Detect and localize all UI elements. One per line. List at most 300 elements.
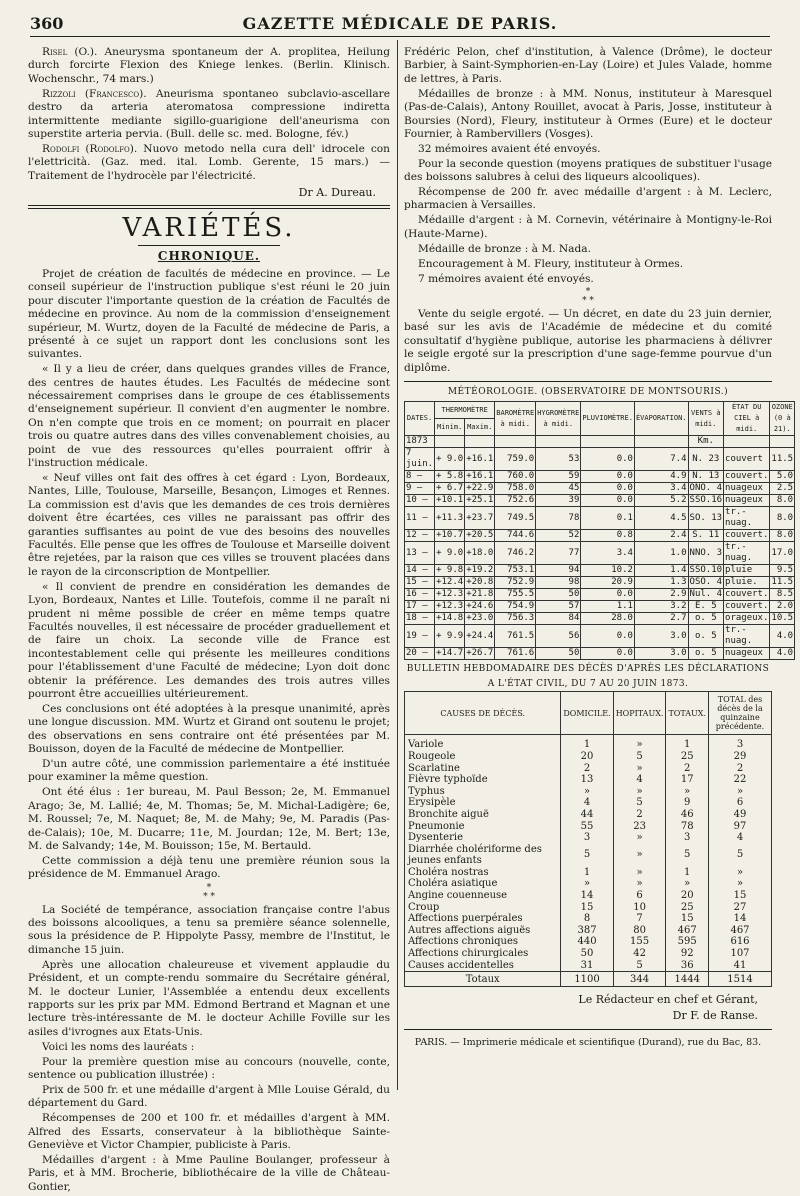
death-domicile: 1 [561,867,613,879]
death-hopitaux: » [613,832,666,844]
meteo-ozone: 2.5 [770,483,795,495]
meteo-year-row [405,436,795,448]
article-paragraph: 32 mémoires avaient été envoyés. [418,142,601,155]
deaths-title-line1: BULLETIN HEBDOMADAIRE DES DÉCÈS D'APRÈS LES DÉCLARATIONS [406,664,770,675]
meteo-row [405,625,795,648]
meteo-hygro: 50 [536,589,581,601]
death-prev: 107 [709,948,772,960]
article-paragraph: 7 mémoires avaient été envoyés. [418,272,594,285]
meteo-hygro: 59 [536,471,581,483]
meteo-evapo: 3.0 [634,648,688,660]
meteo-row [405,589,795,601]
meteo-etat: couvert [724,448,770,471]
death-cause: Angine couenneuse [405,890,561,902]
deaths-row [405,913,772,925]
article-paragraph: Ces conclusions ont été adoptées à la presque unanimité, après une longue discussion. MM. Wurtz et Girand ont soutenu le projet; des observations en sens contraire ont été présentées par M. Bouisson, doyen de la Faculté de médecine de Montpellier. [28,702,390,756]
meteo-km: Km. [688,436,724,448]
meteo-pluvio: 0.0 [581,589,635,601]
meteo-etat: orageux. [725,613,769,624]
deaths-table-body [405,735,772,986]
meteo-evapo: 3.0 [634,625,688,648]
meteo-baro: 755.5 [495,589,536,601]
death-domicile: 31 [561,960,613,972]
meteo-ozone: 8.0 [770,530,795,542]
meteo-pluvio: 0.0 [581,471,635,483]
meteo-ozone: 8.0 [770,495,795,507]
imprimerie-line: PARIS. — Imprimerie médicale et scientifique (Durand), rue du Bac, 83. [414,1036,762,1048]
death-domicile: 8 [561,913,613,925]
death-prev: 467 [709,925,772,937]
meteo-date: 13 — [405,542,435,565]
meteo-vent: o. 5 [688,648,724,660]
death-total: 467 [666,925,709,937]
meteo-vent: E. 5 [688,601,724,613]
meteo-evapo: 1.4 [634,565,688,577]
deaths-row [405,735,772,751]
biblio-entry [28,143,390,183]
meteo-date: 11 — [405,507,435,530]
biblio-text: Aneurysma spontaneum der A. proplitea, Heilung durch forcirte Flexion des Kniege lenkes. (Berlin. Klinisch. Wochenschr., 74 mars.) [28,46,390,85]
meteo-pluvio: 0.0 [581,448,635,471]
meteo-pluvio: 0.1 [581,507,635,530]
death-hopitaux: » [613,763,666,775]
deaths-row [405,878,772,890]
meteo-date: 14 — [405,565,435,577]
death-prev: 616 [709,936,772,948]
death-hopitaux: » [613,735,666,751]
meteo-date: 12 — [405,530,435,542]
death-total: 3 [666,832,709,844]
meteo-pluvio: 0.0 [581,495,635,507]
meteo-max: +16.1 [466,471,494,482]
meteo-date: 18 — [405,613,435,625]
death-prev: 22 [709,774,772,786]
meteo-header-baro: BAROMÈTRE à midi. [495,402,536,436]
title-rule [138,245,280,246]
meteo-evapo: 1.0 [634,542,688,565]
meteo-date: 10 — [405,495,435,507]
meteo-baro: 746.2 [495,542,536,565]
meteo-pluvio: 1.1 [581,601,635,613]
death-cause: Typhus [405,786,561,798]
death-hopitaux: » [613,878,666,890]
article-paragraph: « Il convient de prendre en considération les demandes de Lyon, Bordeaux, Nantes et Lille. Toutefois, comme il ne paraît ni prudent ni même possible de créer en même temps quatre Facultés nouvelles, il est nécessaire de procéder graduellement et de faire un choix. La seconde ville de France est incontestablement celle qui présente les meilleures conditions pour l'établissement d'une Faculté de médecine; Lyon doit donc obtenir la préférence. Les demandes des trois autres villes pourront être accueillies ultérieurement. [28,580,390,700]
meteo-min: +11.3 [435,507,465,530]
death-cause: Rougeole [405,751,561,763]
meteo-ozone: 5.0 [770,471,795,483]
article-paragraph: Prix de 500 fr. et une médaille d'argent à Mlle Louise Gérald, du département du Gard. [28,1083,390,1110]
article-paragraph: D'un autre côté, une commission parlementaire a été instituée pour examiner la même question. [28,758,390,784]
meteo-ozone: 17.0 [770,542,795,565]
meteo-ozone: 4.0 [770,648,795,660]
biblio-author: Risel (O.). [42,46,98,58]
meteo-min: +14.8 [436,613,464,624]
article-paragraph: « Neuf villes ont fait des offres à cet égard : Lyon, Bordeaux, Nantes, Lille, Toulouse, Marseille, Besançon, Limoges et Rennes. La commission est d'avis que les demandes de ces trois dernières doivent être écartées, ces villes ne paraissant pas offrir des garanties suffisantes au point de vue des besoins des nouvelles Facultés. Elle pense que les offres de Toulouse et Marseille doivent être rejetées, par la raison que ces villes se trouvent placées dans le rayon de la circonscription de Montpellier. [28,471,390,578]
meteo-evapo: 2.9 [634,589,688,601]
death-total: 5 [666,844,709,867]
death-cause-sum: Totaux [405,972,561,987]
meteo-etat: couvert. [725,601,769,612]
meteo-row [405,471,795,483]
article-paragraph: Cette commission a déjà tenu une première réunion sous la présidence de M. Emmanuel Arago. [28,854,390,881]
death-domicile: 15 [561,902,613,914]
meteo-date: 19 — [405,625,435,648]
article-paragraph: Vente du seigle ergoté. — Un décret, en date du 23 juin dernier, basé sur les avis de l'Académie de médecine et du comité consultatif d'hygiène publique, autorise les pharmaciens à délivrer le seigle ergoté sur la prescription d'une sage-femme pourvue d'un diplôme. [404,307,772,374]
meteo-baro: 752.9 [495,577,536,589]
chronique-title: CHRONIQUE. [157,249,261,264]
death-prev: 5 [709,844,772,867]
page-header [30,10,770,37]
meteo-max: +19.2 [466,565,494,576]
meteo-pluvio: 28.0 [581,613,635,625]
column-divider [397,40,398,1090]
deaths-header-prev: TOTAL des décès de la quinzaine précédente. [709,692,772,735]
meteo-pluvio: 0.0 [581,648,635,660]
meteo-row [405,495,795,507]
meteo-min: +10.1 [436,495,464,506]
deaths-row [405,809,772,821]
deaths-header-cause: CAUSES DE DÉCÈS. [405,692,561,735]
meteo-row [405,565,795,577]
meteo-row [405,601,795,613]
deaths-row [405,821,772,833]
death-total: 1 [666,735,709,751]
article-paragraph: Médailles de bronze : à MM. Nonus, instituteur à Maresquel (Pas-de-Calais), Antony Rouillet, avocat à Paris, Josse, instituteur à Boursies (Nord), Fleury, instituteur à Ormes (Eure) et le docteur Fournier, à Rambervillers (Vosges). [404,87,772,140]
meteo-header-thermo: THERMOMÈTRE [435,402,495,419]
meteo-row [405,448,795,471]
meteo-evapo: 5.2 [634,495,688,507]
death-hopitaux: 10 [613,902,666,914]
meteo-baro: 754.9 [495,601,536,613]
death-cause: Diarrhée cholériforme des jeunes enfants [405,844,561,867]
meteo-row [405,483,795,495]
death-domicile: » [561,786,613,798]
meteo-vent: Nul. 4 [689,589,723,600]
meteo-hygro: 50 [536,648,581,660]
page-number: 360 [30,14,64,33]
meteo-etat: pluie [724,565,770,577]
meteo-etat: couvert. [725,589,769,600]
meteo-pluvio: 0.8 [581,530,635,542]
death-domicile: 44 [561,809,613,821]
meteo-vent: S. 11 [688,530,724,542]
death-prev-sum: 1514 [709,972,772,987]
meteo-evapo: 4.5 [634,507,688,530]
article-paragraph: Pour la seconde question (moyens pratiques de substituer l'usage des boissons salubres à celui des liqueurs alcooliques). [404,157,772,184]
death-total: 92 [666,948,709,960]
stars-separator: * * * [582,286,594,306]
death-cause: Affections puerpérales [405,913,561,925]
meteo-vent: SSO.10 [689,565,723,576]
meteo-baro: 752.6 [495,495,536,507]
meteo-header-ozone: OZONE (0 à 21). [770,402,795,436]
article-paragraph: Ont été élus : 1er bureau, M. Paul Besson; 2e, M. Emmanuel Arago; 3e, M. Lallié; 4e, M. Thomas; 5e, M. Michal-Ladigère; 6e, M. Roussel; 7e, M. Naquet; 8e, M. de Mahy; 9e, M. Paradis (Pas-de-Calais); 10e, M. Ducarre; 11e, M. Jourdan; 12e, M. Bert; 13e, M. de Salvandy; 14e, M. Bouisson; 15e, M. Bertauld. [28,786,390,852]
meteo-min: + 9.9 [435,625,465,648]
meteo-ozone: 11.5 [771,577,794,588]
biblio-text: Aneurisma spontaneo subclavio-ascellare destro da arteria ateromatosa compressione indiretta intermittente mediante sigillo-guarigione dell'aneurisma con superstite arteria pervia. (Bull. delle sc. med. Bologne, fév.) [28,87,390,140]
death-prev: 41 [709,960,772,972]
meteo-vent: SSO.16 [689,495,723,506]
death-cause: Autres affections aiguës [405,925,561,937]
article-paragraph: Médailles d'argent : à Mme Pauline Boulanger, professeur à Paris, et à MM. Brocherie, bibliothécaire de la ville de Château-Gontier, [28,1153,390,1193]
meteo-date: 8 — [405,471,435,483]
meteo-etat: nuageux [724,495,770,507]
death-hopitaux: 5 [613,751,666,763]
meteo-etat: couvert. [725,471,769,482]
death-total: 2 [666,763,709,775]
article-paragraph: Récompenses de 200 et 100 fr. et médailles d'argent à MM. Alfred des Essarts, conservateur à la bibliothèque Sainte-Geneviève et Victor Champier, publiciste à Paris. [28,1112,390,1152]
meteo-baro: 761.5 [495,625,536,648]
meteo-hygro: 94 [536,565,581,577]
death-prev: 15 [709,890,772,902]
deaths-row [405,797,772,809]
article-paragraph: Frédéric Pelon, chef d'institution, à Valence (Drôme), le docteur Barbier, à Saint-Symphorien-en-Lay (Loire) et Jules Valade, homme de lettres, à Paris. [404,46,772,85]
death-hopitaux: 4 [613,774,666,786]
death-domicile: 4 [561,797,613,809]
meteo-date: 20 — [405,648,435,660]
meteo-evapo: 3.2 [634,601,688,613]
deaths-header-totaux: TOTAUX. [666,692,709,735]
death-cause: Erysipèle [405,797,561,809]
meteo-evapo: 3.4 [634,483,688,495]
death-domicile: 1 [561,735,613,751]
death-hopitaux: 42 [613,948,666,960]
deaths-row [405,786,772,798]
section-divider [404,381,772,382]
deaths-row [405,902,772,914]
meteo-max: +20.5 [466,530,494,541]
meteo-etat: nuageux [724,648,770,660]
death-domicile: 20 [561,751,613,763]
article-paragraph: Voici les noms des lauréats : [42,1040,195,1053]
death-cause: Dysenterie [405,832,561,844]
article-paragraph: Encouragement à M. Fleury, instituteur à Ormes. [418,257,684,270]
death-hopitaux: 23 [613,821,666,833]
death-total: 78 [666,821,709,833]
death-total: 36 [666,960,709,972]
death-hopitaux: 5 [613,960,666,972]
biblio-entry [28,46,390,86]
meteo-pluvio: 0.0 [581,483,635,495]
meteo-max: +21.8 [466,589,494,600]
meteo-min: + 9.0 [435,448,465,471]
meteo-baro: 756.3 [495,613,536,625]
death-total: 20 [666,890,709,902]
death-hopitaux: 5 [613,797,666,809]
deaths-row [405,948,772,960]
meteo-baro: 760.0 [495,471,536,483]
meteo-max: +23.0 [466,613,494,624]
meteo-hygro: 98 [536,577,581,589]
meteo-ozone: 2.0 [770,601,795,613]
meteo-min: + 5.8 [436,471,464,482]
meteo-evapo: 2.7 [634,613,688,625]
death-domicile-sum: 1100 [561,972,613,987]
meteo-min: + 9.0 [435,542,465,565]
death-hopitaux: 7 [613,913,666,925]
deaths-total-row [405,972,772,987]
death-total: » [666,786,709,798]
death-hopitaux: 2 [613,809,666,821]
article-paragraph: « Il y a lieu de créer, dans quelques grandes villes de France, des centres de hautes études. Les Facultés de médecine sont nécessairement comprises dans le groupe de ces établissements d'enseignement supérieur. Il convient d'en augmenter le nombre. On n'en compte que trois en ce moment; on pourrait en placer trois ou quatre autres dans des villes convenablement choisies, au point de vue des ressources qu'elles pourraient offrir à l'instruction médicale. [28,363,390,470]
meteo-hygro: 53 [536,448,581,471]
meteo-ozone: 10.5 [771,613,794,624]
meteo-row [405,648,795,660]
deaths-header-hopitaux: HOPITAUX. [613,692,666,735]
death-prev: 27 [709,902,772,914]
deaths-table [404,691,772,986]
meteo-hygro: 78 [536,507,581,530]
meteo-min: +12.3 [436,589,464,600]
meteo-min: +10.7 [436,530,464,541]
meteo-baro: 744.6 [495,530,536,542]
meteo-etat: nuageux [724,483,770,495]
meteo-etat: couvert. [725,530,769,541]
death-prev: 14 [709,913,772,925]
meteo-row [405,507,795,530]
meteo-ozone: 8.5 [770,589,795,601]
section-divider [28,205,390,209]
deaths-row [405,960,772,972]
meteo-hygro: 39 [536,495,581,507]
article-paragraph: La Société de tempérance, association française contre l'abus des boissons alcooliques, a tenu sa première séance solennelle, sous la présidence de P. Hippolyte Passy, membre de l'Institut, le dimanche 15 juin. [28,903,390,956]
death-cause: Bronchite aiguë [405,809,561,821]
meteo-date: 15 — [405,577,435,589]
death-prev: 6 [709,797,772,809]
death-hopitaux: 6 [613,890,666,902]
right-column [404,46,794,1049]
deaths-row [405,763,772,775]
death-domicile: 440 [561,936,613,948]
meteo-baro: 749.5 [495,507,536,530]
meteo-hygro: 52 [536,530,581,542]
death-domicile: 5 [561,844,613,867]
death-hopitaux: 155 [613,936,666,948]
meteo-max: +18.0 [465,542,495,565]
meteo-vent: SO. 13 [688,507,724,530]
deaths-row [405,936,772,948]
death-prev: » [709,786,772,798]
article-paragraph: Médaille de bronze : à M. Nada. [418,242,591,255]
death-total: » [666,878,709,890]
meteo-hygro: 56 [536,625,581,648]
death-total: 15 [666,913,709,925]
meteo-date: 9 — [405,483,435,495]
meteo-etat: pluie. [724,577,770,589]
meteo-vent: N. 13 [688,471,724,483]
stars-separator: * * * [203,882,215,902]
meteo-header-hygro: HYGROMÈTRE à midi. [536,402,581,436]
meteo-pluvio: 3.4 [581,542,635,565]
death-domicile: 13 [561,774,613,786]
article-paragraph: Récompense de 200 fr. avec médaille d'argent : à M. Leclerc, pharmacien à Versailles. [404,186,772,212]
meteo-min: + 6.7 [436,483,464,494]
redacteur-label: Le Rédacteur en chef et Gérant, [578,992,758,1006]
deaths-header-domicile: DOMICILE. [561,692,613,735]
death-total: 25 [666,751,709,763]
meteo-hygro: 84 [536,613,581,625]
death-prev: 49 [709,809,772,821]
death-prev: 4 [709,832,772,844]
death-total: 9 [666,797,709,809]
death-prev: 3 [709,735,772,751]
meteo-etat: tr.-nuag. [724,507,770,530]
death-cause: Causes accidentelles [405,960,561,972]
meteo-max: +24.4 [465,625,495,648]
meteo-vent: o. 5 [688,625,724,648]
death-domicile: 14 [561,890,613,902]
meteo-header-maxim: Maxim. [465,419,495,436]
death-total: 17 [666,774,709,786]
meteo-pluvio: 0.0 [581,625,635,648]
deaths-row [405,832,772,844]
deaths-row [405,890,772,902]
meteo-evapo: 4.9 [634,471,688,483]
death-hopitaux: » [613,844,666,867]
death-cause: Croup [405,902,561,914]
meteo-date: 7 juin. [406,448,434,470]
death-total: 595 [666,936,709,948]
meteo-max: +22.9 [466,483,494,494]
meteo-header-dates: DATES. [405,402,435,436]
meteo-min: +12.3 [436,601,464,612]
deaths-row [405,925,772,937]
meteo-ozone: 9.5 [770,565,795,577]
biblio-text: Nuovo metodo nella cura dell' idrocele con l'elettricità. (Gaz. med. ital. Lomb. Gerente, 15 mars.) — Traitement de l'hydrocèle par l'électricité. [28,142,390,182]
meteo-header-evapo: ÉVAPORATION. [634,402,688,436]
death-prev: 97 [709,821,772,833]
redacteur-name: Dr F. de Ranse. [672,1009,758,1023]
death-cause: Choléra nostras [405,867,561,879]
meteo-row [405,530,795,542]
deaths-row [405,751,772,763]
article-paragraph: Pour la première question mise au concours (nouvelle, conte, sentence ou publication illustrée) : [28,1055,390,1082]
death-cause: Variole [405,735,561,751]
meteo-pluvio: 20.9 [581,577,635,589]
meteo-max: +16.1 [465,448,495,471]
meteo-table-body [405,436,795,660]
meteo-max: +24.6 [466,601,494,612]
death-prev: » [709,878,772,890]
meteo-baro: 758.0 [495,483,536,495]
biblio-entry [28,88,390,142]
death-domicile: 55 [561,821,613,833]
meteo-table [404,401,795,660]
death-domicile: 50 [561,948,613,960]
death-total-sum: 1444 [666,972,709,987]
death-prev: 29 [709,751,772,763]
meteo-ozone: 4.0 [770,625,795,648]
meteo-ozone: 11.5 [770,448,795,471]
death-total: 1 [666,867,709,879]
article-paragraph: Après une allocation chaleureuse et vivement applaudie du Président, et un compte-rendu sommaire du Secrétaire général, M. le docteur Lunier, l'Assemblée a entendu deux excellents rapports sur les prix par MM. Edmond Bertrand et Magnan et une lecture très-intéressante de M. le docteur Achille Foville sur les asiles d'ivrognes aux Etats-Unis. [28,958,390,1038]
biblio-author: Rodolfi (Rodolfo). [42,142,138,155]
bibliography [28,46,390,199]
meteo-max: +26.7 [466,648,494,659]
article-paragraph: Médaille d'argent : à M. Cornevin, vétérinaire à Montigny-le-Roi (Haute-Marne). [404,214,772,240]
meteo-pluvio: 10.2 [581,565,635,577]
death-hopitaux: » [613,867,666,879]
meteo-etat: tr.-nuag. [724,625,770,648]
meteo-vent: NNO. 3 [688,542,724,565]
meteo-max: +23.7 [465,507,495,530]
meteo-evapo: 1.3 [634,577,688,589]
death-domicile: 2 [561,763,613,775]
death-domicile: » [561,878,613,890]
meteo-evapo: 7.4 [634,448,688,471]
meteo-title: MÉTÉOROLOGIE. (OBSERVATOIRE DE MONTSOURIS.) [447,386,729,397]
death-hopitaux: » [613,786,666,798]
